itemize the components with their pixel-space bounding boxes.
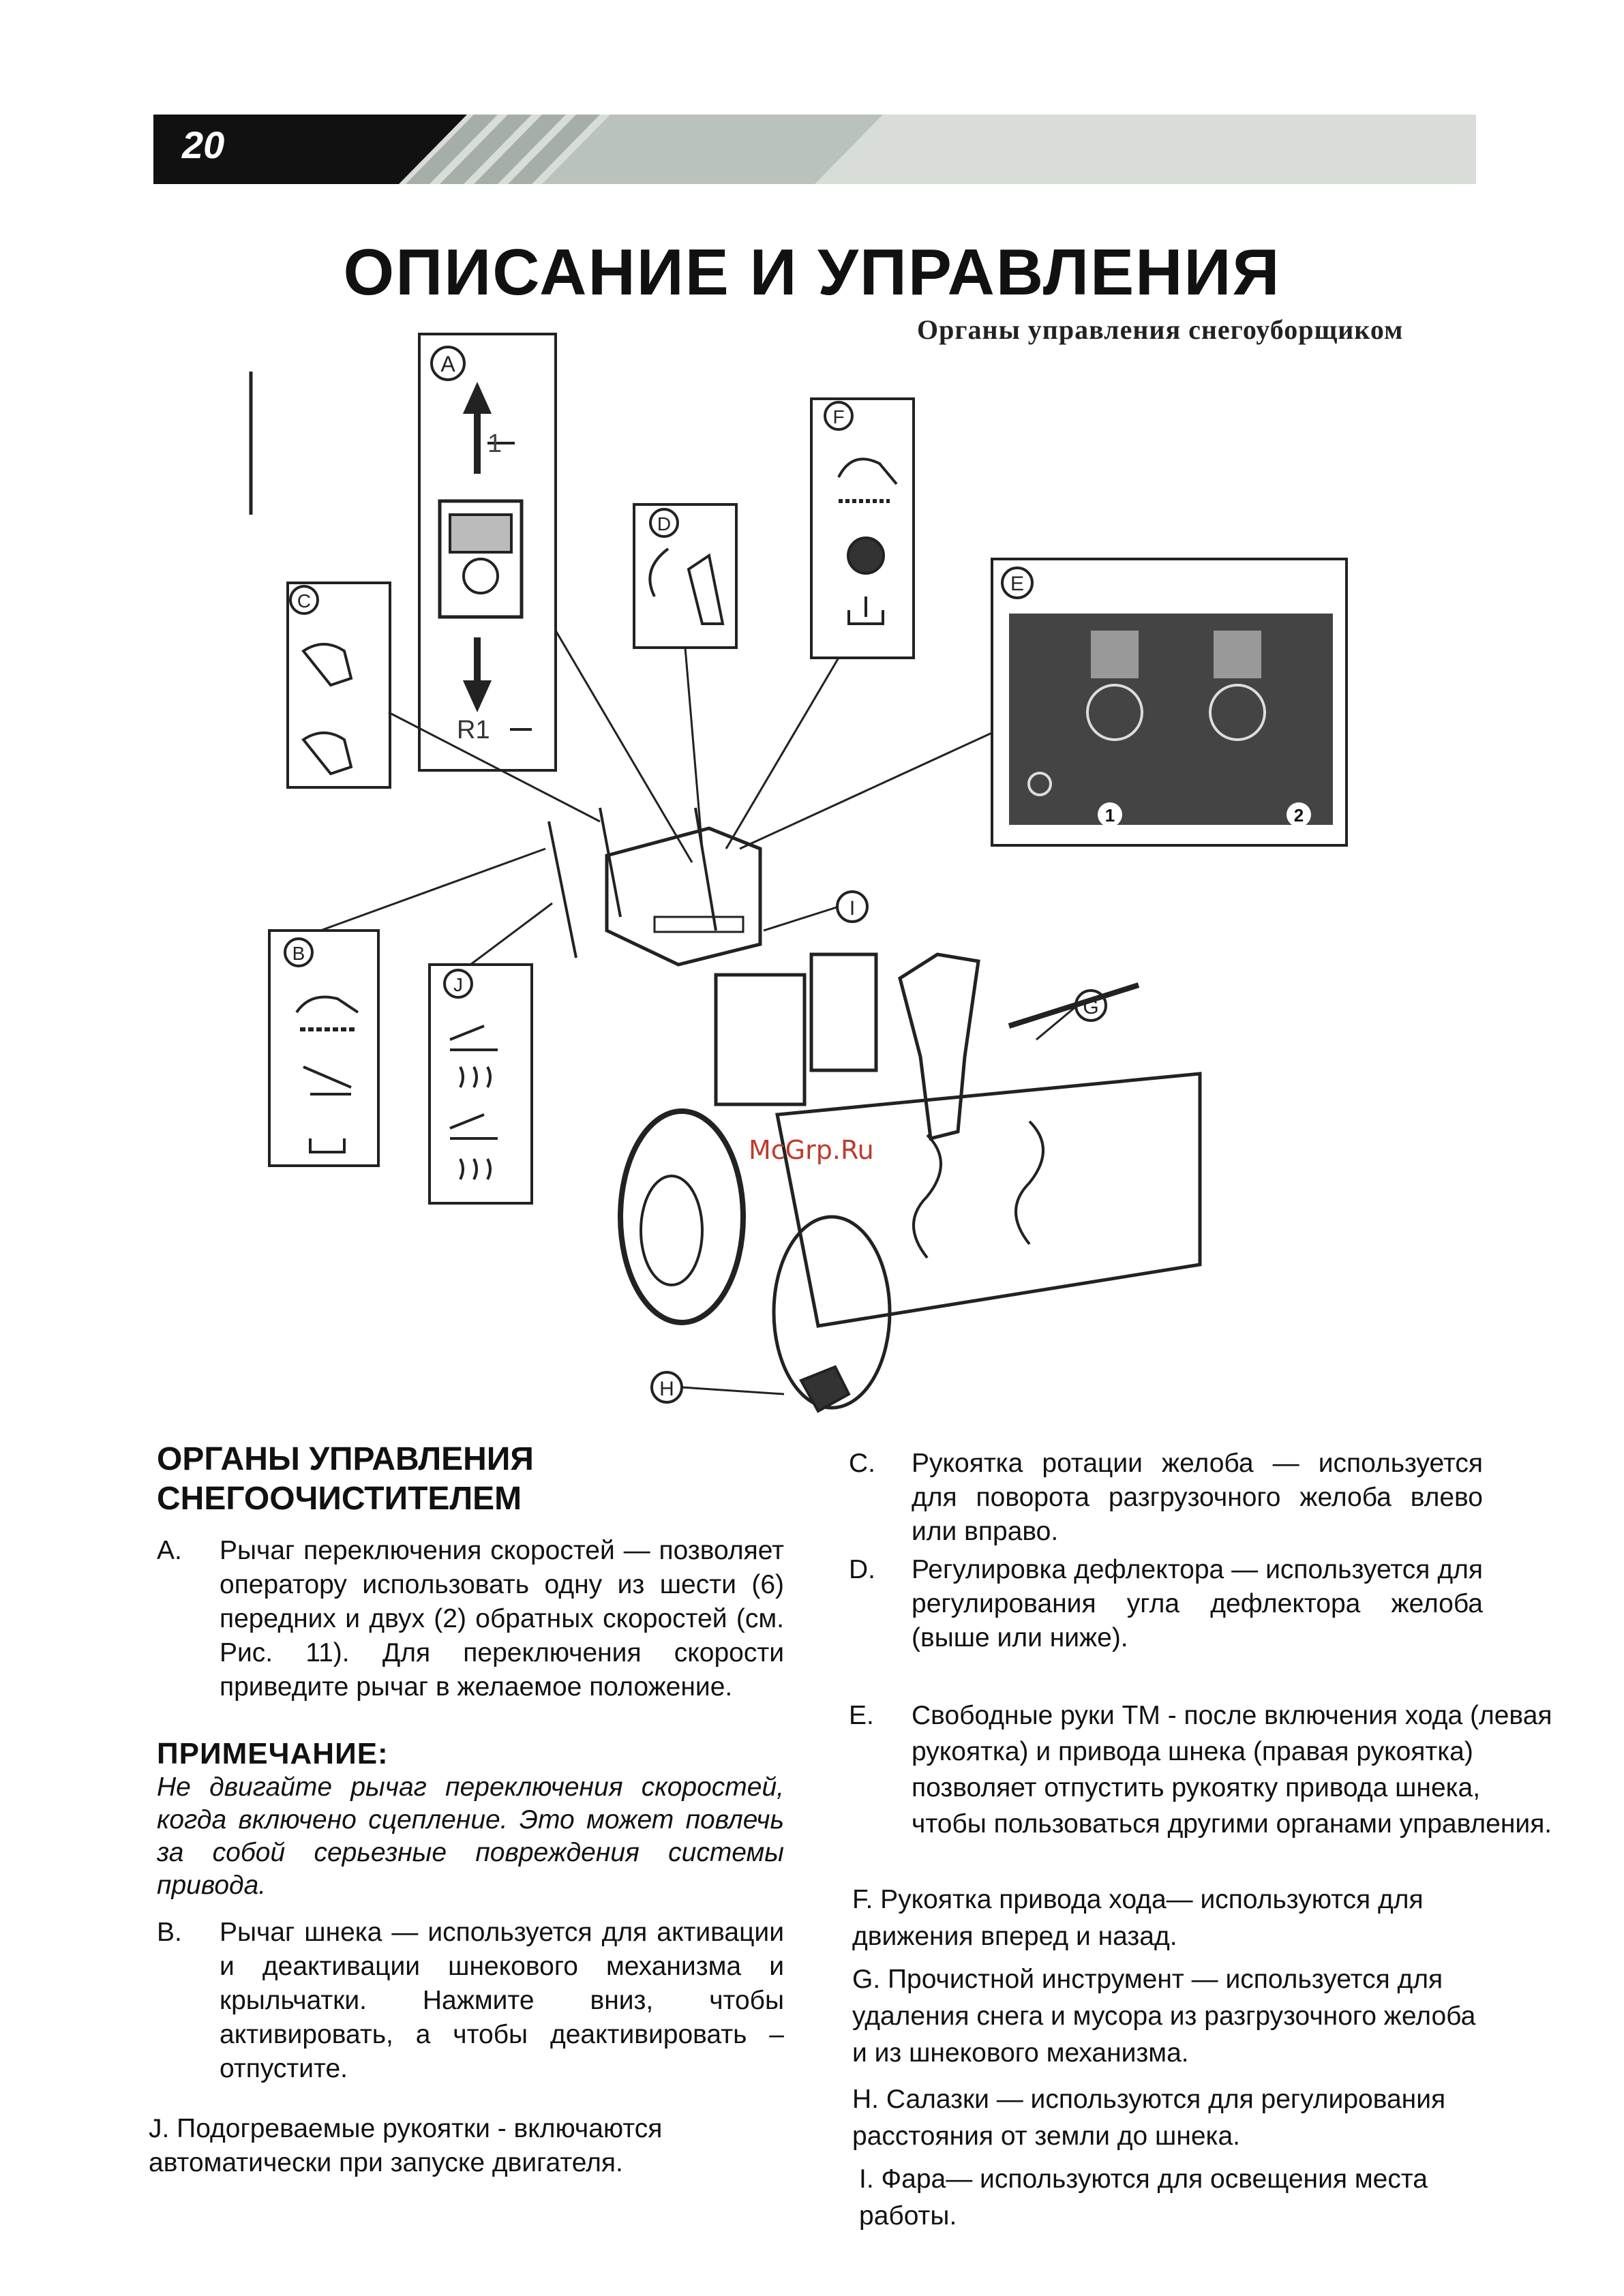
item-e-letter: E. [849, 1701, 874, 1730]
item-e-text: Свободные руки ТМ - после включения хода (левая рукоятка) и привода шнека (правая рукоятка) позволяет отпустить рукоятку привода шнека, чтобы пользоваться другими органами управления. [912, 1701, 1552, 1839]
callout-i [837, 892, 867, 922]
gear-forward-label: 1 [487, 429, 502, 458]
item-j-heated-grips [149, 2112, 762, 2180]
panel-e-number-2: 2 [1293, 805, 1304, 826]
callout-b-label: B [292, 943, 305, 964]
watermark-text: McGrp.Ru [749, 1135, 874, 1165]
callout-a-label: A [440, 352, 455, 376]
item-h-text: H. Салазки — используются для регулирования расстояния от земли до шнека. [852, 2085, 1446, 2151]
page-header-band [153, 115, 1476, 184]
item-d-deflector [849, 1553, 1483, 1655]
callout-h [652, 1372, 682, 1402]
panel-c-chute-rotation [288, 583, 390, 787]
callout-i-label: I [849, 897, 856, 920]
item-b-text: Рычаг шнека — используется для активации и деактивации шнекового механизма и крыльчатки. Нажмите вниз, чтобы активировать, а чтобы деактивировать – отпустите. [220, 1918, 784, 2083]
controls-diagram [245, 331, 1377, 1432]
page-number: 20 [182, 123, 225, 166]
snowblower-controls-figure [245, 331, 1377, 1432]
section-heading-line2: СНЕГООЧИСТИТЕЛЕМ [157, 1481, 522, 1517]
callout-g-label: G [1083, 996, 1099, 1018]
section-heading [157, 1440, 534, 1519]
panel-j-heated-grips [430, 965, 532, 1203]
callout-j-label: J [453, 974, 463, 995]
panel-d-deflector [634, 504, 736, 648]
item-g-text: G. Прочистной инструмент — используется для удаления снега и мусора из разгрузочного желоба и из шнекового механизма. [852, 1965, 1476, 2068]
callout-h-label: H [659, 1378, 674, 1400]
panel-e-free-hand [992, 559, 1347, 845]
item-c-chute-rotation [849, 1447, 1483, 1549]
header-band-graphic [153, 115, 1476, 184]
snowblower-machine-illustration [549, 808, 1200, 1411]
panel-b-auger-lever [269, 931, 378, 1166]
item-b-letter: B. [157, 1918, 182, 1947]
item-c-text: Рукоятка ротации желоба — используется для поворота разгрузочного желоба влево или вправо. [912, 1449, 1483, 1546]
gear-reverse-label: R1 [457, 716, 490, 744]
section-heading-line1: ОРГАНЫ УПРАВЛЕНИЯ [157, 1441, 534, 1477]
callout-e-label: E [1010, 573, 1025, 595]
callout-leader-lines [320, 631, 1077, 1394]
item-a-letter: A. [157, 1536, 182, 1565]
panel-a-gear-shift [419, 334, 556, 770]
item-i-text: I. Фара— используются для освещения места работы. [859, 2164, 1428, 2231]
item-e-free-hand [849, 1697, 1558, 1842]
item-h-skids [852, 2081, 1479, 2155]
item-g-clearing-tool [852, 1961, 1479, 2072]
note-label: ПРИМЕЧАНИЕ: [157, 1737, 389, 1770]
callout-d-label: D [657, 513, 672, 534]
item-a-gear-shift [157, 1534, 784, 1704]
item-d-letter: D. [849, 1555, 875, 1584]
item-d-text: Регулировка дефлектора — используется для регулирования угла дефлектора желоба (выше или ниже). [912, 1555, 1483, 1652]
panel-e-number-1: 1 [1104, 805, 1115, 826]
callout-c-label: C [297, 590, 312, 611]
item-b-auger-lever [157, 1916, 784, 2086]
callout-f-label: F [832, 406, 845, 427]
item-f-drive-handle [852, 1882, 1479, 1955]
figure-caption: Органы управления снегоуборщиком [917, 314, 1404, 345]
item-j-text: J. Подогреваемые рукоятки - включаются автоматически при запуске двигателя. [149, 2114, 663, 2177]
page-title: ОПИСАНИЕ И УПРАВЛЕНИЯ [343, 236, 1281, 309]
item-f-text: F. Рукоятка привода хода— используются для движения вперед и назад. [852, 1885, 1424, 1951]
item-a-text: Рычаг переключения скоростей — позволяет оператору использовать одну из шести (6) передних и двух (2) обратных скоростей (см. Рис. 11). Для переключения скорости приведите рычаг в желаемое положение. [220, 1536, 784, 1702]
item-c-letter: C. [849, 1449, 875, 1478]
item-i-headlight [859, 2161, 1473, 2235]
panel-f-drive [811, 399, 914, 658]
note-text: Не двигайте рычаг переключения скоростей, когда включено сцепление. Это может повлечь за собой серьезные повреждения системы привода. [157, 1772, 784, 1900]
